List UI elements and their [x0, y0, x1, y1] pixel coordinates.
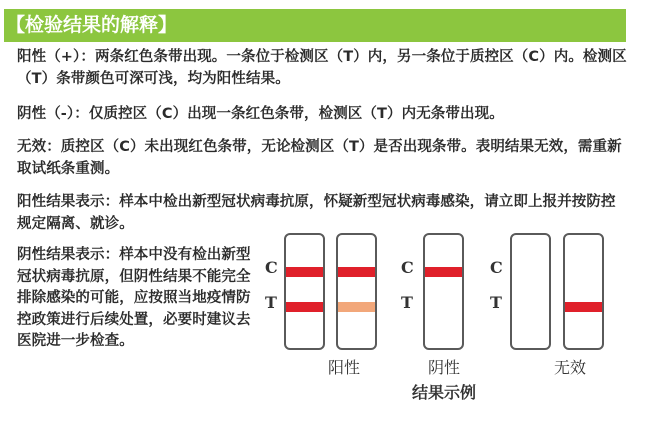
diagram-caption: 结果示例 — [411, 383, 476, 402]
control-band — [338, 267, 375, 277]
positive-definition: 阳性（+）：两条红色条带出现。一条位于检测区（T）内，另一条位于质控区（C）内。检测区（T）条带颜色可深可浅，均为阳性结果。 — [17, 49, 627, 87]
test-strip-positive-weak — [336, 233, 377, 350]
invalid-definition: 无效：质控区（C）未出现红色条带，无论检测区（T）是否出现条带。表明结果无效，需重新取试纸条重测。 — [17, 139, 622, 177]
control-band — [425, 267, 462, 277]
section-header: 【检验结果的解释】 — [4, 9, 626, 42]
test-band — [286, 302, 323, 312]
negative-meaning: 阴性结果表示：样本中没有检出新型冠状病毒抗原，但阴性结果不能完全排除感染的可能，应按照当地疫情防控政策进行后续处置，必要时建议去医院进一步检查。 — [17, 247, 251, 349]
c-marker: C — [490, 258, 503, 277]
t-marker: T — [265, 293, 277, 312]
test-band-weak — [338, 302, 375, 312]
control-band — [286, 267, 323, 277]
c-marker: C — [401, 258, 414, 277]
negative-definition: 阴性（-）：仅质控区（C）出现一条红色条带，检测区（T）内无条带出现。 — [17, 106, 504, 122]
group-label-invalid: 无效 — [553, 358, 586, 377]
t-marker: T — [490, 293, 502, 312]
test-strip-negative — [423, 233, 464, 350]
positive-meaning: 阳性结果表示：样本中检出新型冠状病毒抗原，怀疑新型冠状病毒感染，请立即上报并按防控规定隔离、就诊。 — [17, 194, 616, 232]
group-label-negative: 阴性 — [427, 358, 460, 377]
group-label-positive: 阳性 — [327, 358, 360, 377]
test-strip-invalid-t-only — [563, 233, 604, 350]
test-band — [565, 302, 602, 312]
test-strip-invalid-empty — [510, 233, 551, 350]
c-marker: C — [265, 258, 278, 277]
test-strip-positive-strong — [284, 233, 325, 350]
t-marker: T — [401, 293, 413, 312]
